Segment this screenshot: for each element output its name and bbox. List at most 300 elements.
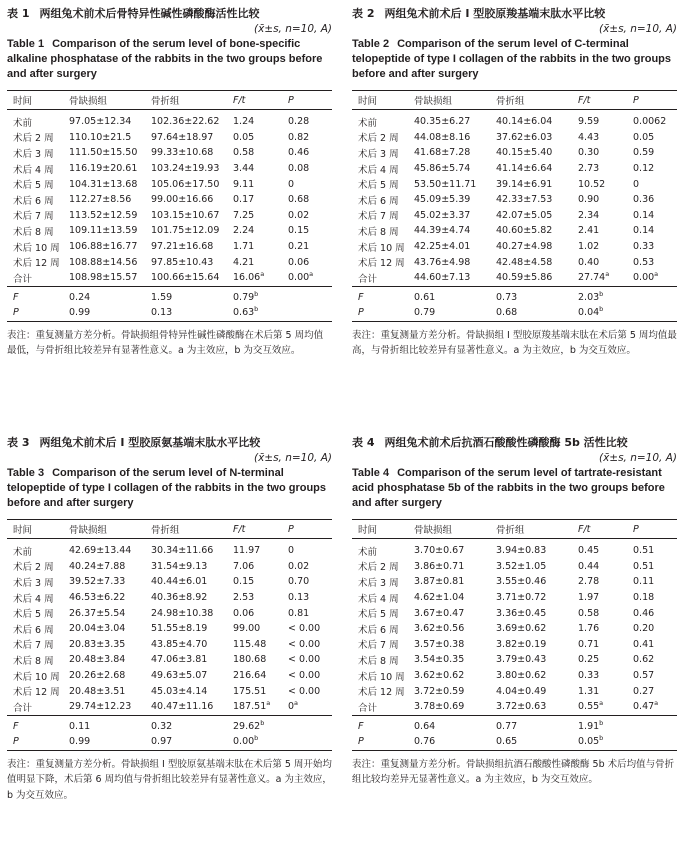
table-cell	[233, 605, 288, 621]
f-label: F	[13, 291, 19, 303]
table-cell	[578, 286, 633, 305]
table-cell	[496, 270, 578, 286]
table-row	[352, 130, 677, 146]
table-cell	[151, 254, 233, 270]
row-label: 术后 4 周	[13, 593, 54, 605]
cell-value: 1.24	[233, 116, 255, 128]
empty-cell	[288, 715, 332, 734]
table-cell	[288, 254, 332, 270]
cell-value: 40.14±6.04	[496, 116, 553, 128]
cell-value: 42.07±5.05	[496, 209, 553, 221]
row-label: 术后 3 周	[358, 577, 399, 589]
empty-cell	[633, 715, 677, 734]
table-cell	[151, 145, 233, 161]
cell-value: < 0.00	[288, 670, 321, 682]
table-cell	[496, 110, 578, 130]
table-cell	[69, 590, 151, 606]
cell-value: 37.62±6.03	[496, 131, 553, 143]
cell-value: 0.46	[633, 607, 655, 619]
cell-value: 2.53	[233, 592, 255, 604]
cell-value: 97.85±10.43	[151, 256, 214, 268]
cell-value: 20.48±3.51	[69, 685, 126, 697]
table-row	[7, 239, 332, 255]
stat-note: (x̄±s, n=10, A)	[253, 452, 332, 464]
table-cell	[578, 637, 633, 653]
cell-value: 40.27±4.98	[496, 241, 553, 253]
table-cell	[151, 590, 233, 606]
cell-value: 47.06±3.81	[151, 654, 208, 666]
cell-value: 102.36±22.62	[151, 116, 220, 128]
table-cell	[578, 539, 633, 559]
column-header: P	[633, 94, 639, 106]
empty-cell	[288, 305, 332, 321]
p-label: P	[13, 736, 19, 748]
cell-value: 44.08±8.16	[414, 131, 471, 143]
table-cell	[414, 176, 496, 192]
cell-value: 0.02	[288, 209, 310, 221]
row-label: 术后 3 周	[13, 577, 54, 589]
row-label: 术后 10 周	[13, 671, 60, 683]
cell-value: 0.15	[288, 225, 310, 237]
cell-value: 0.57	[633, 670, 655, 682]
cell-value: 2.78	[578, 576, 600, 588]
table-cell	[633, 637, 677, 653]
cell-value: 41.14±6.64	[496, 163, 553, 175]
table-cell	[69, 270, 151, 286]
table-4-panel	[352, 435, 677, 788]
table-note: 表注：重复测量方差分析。骨缺损组 I 型胶原羧基端末肽在术后第 5 周均值最高，与骨折组比较差异有显著性意义。a 为主效应，b 为交互效应。	[352, 329, 677, 357]
stat-note: (x̄±s, n=10, A)	[253, 23, 332, 35]
table-row	[7, 668, 332, 684]
table-cell	[496, 715, 578, 734]
table-cell	[633, 254, 677, 270]
row-label: 术后 7 周	[358, 640, 399, 652]
table-cell	[69, 574, 151, 590]
table-cell	[578, 574, 633, 590]
cell-value: 1.76	[578, 623, 600, 635]
table-cell	[414, 668, 496, 684]
cell-value: 27.74	[578, 272, 606, 284]
table-caption-en: Comparison of the serum level of bone-specific alkaline phosphatase of the rabbits in the two groups before and after surgery	[7, 38, 323, 80]
cell-value: < 0.00	[288, 685, 321, 697]
table-cell	[633, 223, 677, 239]
table-row	[352, 110, 677, 130]
table-cell	[414, 305, 496, 321]
cell-value: 187.51	[233, 701, 267, 713]
table-row	[352, 239, 677, 255]
table-cell	[69, 208, 151, 224]
superscript: b	[254, 305, 259, 314]
table-cell	[578, 239, 633, 255]
f-label: F	[358, 720, 364, 732]
table-cell	[288, 539, 332, 559]
cell-value: 0.58	[578, 607, 600, 619]
table-title-en	[7, 37, 332, 82]
p-label: P	[13, 307, 19, 319]
table-cell	[233, 239, 288, 255]
cell-value: 0.79	[233, 291, 255, 303]
row-label: 术后 6 周	[358, 624, 399, 636]
cell-value: 109.11±13.59	[69, 225, 138, 237]
table-cell	[633, 192, 677, 208]
table-row	[7, 223, 332, 239]
table-row	[7, 176, 332, 192]
cell-value: 2.73	[578, 163, 600, 175]
table-cell	[414, 715, 496, 734]
table-cell	[69, 715, 151, 734]
cell-value: 0.08	[288, 163, 310, 175]
cell-value: 1.59	[151, 291, 173, 303]
cell-value: 2.41	[578, 225, 600, 237]
row-label: 术前	[13, 117, 33, 129]
table-cell	[414, 559, 496, 575]
table-cell	[633, 176, 677, 192]
table-body	[7, 110, 332, 322]
table-2-panel	[352, 6, 677, 359]
superscript: a	[605, 270, 610, 279]
table-cell	[288, 130, 332, 146]
f-statistic-row	[7, 715, 332, 734]
cell-value: 7.06	[233, 560, 255, 572]
table-cell	[496, 559, 578, 575]
row-label: 术后 12 周	[358, 258, 405, 270]
empty-cell	[633, 305, 677, 321]
data-table	[352, 90, 677, 322]
table-cell	[496, 176, 578, 192]
row-label: 术后 8 周	[13, 226, 54, 238]
cell-value: 0.51	[633, 560, 655, 572]
table-cell	[496, 621, 578, 637]
cell-value: 0.82	[288, 131, 310, 143]
table-cell	[233, 574, 288, 590]
column-header: 骨缺损组	[414, 96, 453, 107]
cell-value: 0	[633, 178, 640, 190]
table-cell	[414, 637, 496, 653]
cell-value: 40.36±8.92	[151, 592, 208, 604]
cell-value: 3.94±0.83	[496, 545, 547, 557]
cell-value: 100.66±15.64	[151, 272, 220, 284]
table-cell	[288, 637, 332, 653]
data-table	[7, 519, 332, 751]
table-cell	[151, 715, 233, 734]
cell-value: 0.62	[633, 654, 655, 666]
cell-value: 3.36±0.45	[496, 607, 547, 619]
cell-value: 1.71	[233, 241, 255, 253]
table-cell	[633, 590, 677, 606]
cell-value: 0.36	[633, 194, 655, 206]
table-cell	[414, 683, 496, 699]
table-cell	[414, 539, 496, 559]
table-note: 表注：重复测量方差分析。骨缺损组骨特异性碱性磷酸酶在术后第 5 周均值最低，与骨折组比较差异有显著性意义。a 为主效应，b 为交互效应。	[7, 329, 324, 357]
cell-value: 45.09±5.39	[414, 194, 471, 206]
empty-cell	[288, 286, 332, 305]
cell-value: 3.57±0.38	[414, 638, 465, 650]
table-cell	[496, 539, 578, 559]
table-row	[7, 621, 332, 637]
table-number-cn: 表 4	[352, 436, 375, 449]
table-cell	[233, 559, 288, 575]
table-cell	[496, 161, 578, 177]
table-number-en: Table 1	[7, 38, 45, 50]
cell-value: 0.47	[633, 701, 655, 713]
cell-value: 4.43	[578, 131, 600, 143]
cell-value: 0.32	[151, 720, 173, 732]
table-cell	[151, 223, 233, 239]
table-cell	[151, 652, 233, 668]
table-cell	[69, 305, 151, 321]
cell-value: 112.27±8.56	[69, 194, 132, 206]
table-cell	[496, 223, 578, 239]
cell-value: 26.37±5.54	[69, 607, 126, 619]
cell-value: 4.04±0.49	[496, 685, 547, 697]
table-cell	[151, 110, 233, 130]
table-cell	[414, 605, 496, 621]
cell-value: 3.72±0.59	[414, 685, 465, 697]
cell-value: 20.83±3.35	[69, 638, 126, 650]
row-label: 术前	[13, 546, 33, 558]
column-header: 时间	[13, 525, 33, 536]
superscript: a	[266, 699, 271, 708]
table-cell	[633, 574, 677, 590]
cell-value: 0.04	[578, 307, 600, 319]
row-label: 术后 5 周	[358, 180, 399, 192]
cell-value: 0	[288, 701, 295, 713]
superscript: a	[654, 270, 659, 279]
cell-value: 40.15±5.40	[496, 147, 553, 159]
table-cell	[633, 208, 677, 224]
table-row	[7, 539, 332, 559]
table-cell	[233, 539, 288, 559]
table-cell	[69, 130, 151, 146]
cell-value: 29.74±12.23	[69, 701, 132, 713]
cell-value: 2.24	[233, 225, 255, 237]
row-label: 术前	[358, 546, 378, 558]
p-value-row	[7, 734, 332, 750]
cell-value: 7.25	[233, 209, 255, 221]
cell-value: 0.02	[288, 560, 310, 572]
table-cell	[151, 130, 233, 146]
table-cell	[233, 223, 288, 239]
cell-value: 3.54±0.35	[414, 654, 465, 666]
table-cell	[288, 161, 332, 177]
table-number-cn: 表 2	[352, 7, 375, 20]
table-cell	[496, 208, 578, 224]
cell-value: 0.46	[288, 147, 310, 159]
cell-value: 0.24	[69, 291, 91, 303]
row-label: 术后 5 周	[358, 609, 399, 621]
table-row	[352, 145, 677, 161]
table-caption-cn: 两组兔术前术后骨特异性碱性磷酸酶活性比较	[39, 7, 260, 20]
cell-value: 3.55±0.46	[496, 576, 547, 588]
cell-value: 3.86±0.71	[414, 560, 465, 572]
column-header: 骨折组	[496, 525, 525, 536]
row-label: 术后 6 周	[13, 195, 54, 207]
table-cell	[633, 239, 677, 255]
table-cell	[496, 239, 578, 255]
table-row	[7, 192, 332, 208]
table-cell	[578, 734, 633, 750]
cell-value: 0.13	[288, 592, 310, 604]
table-cell	[151, 699, 233, 715]
table-cell	[414, 652, 496, 668]
table-row	[352, 590, 677, 606]
cell-value: 3.67±0.47	[414, 607, 465, 619]
table-cell	[496, 130, 578, 146]
table-cell	[496, 145, 578, 161]
f-label: F	[13, 720, 19, 732]
row-label: 合计	[13, 702, 33, 714]
table-cell	[151, 305, 233, 321]
table-cell	[69, 699, 151, 715]
table-cell	[233, 270, 288, 286]
table-cell	[633, 270, 677, 286]
table-row	[7, 145, 332, 161]
cell-value: 43.76±4.98	[414, 256, 471, 268]
table-cell	[288, 145, 332, 161]
column-header: 骨折组	[151, 96, 180, 107]
cell-value: 0.41	[633, 638, 655, 650]
cell-value: 24.98±10.38	[151, 607, 214, 619]
table-row	[7, 699, 332, 715]
table-cell	[233, 699, 288, 715]
table-cell	[69, 145, 151, 161]
cell-value: 0.0062	[633, 116, 667, 128]
cell-value: 1.91	[578, 720, 600, 732]
cell-value: 0.33	[578, 670, 600, 682]
table-cell	[151, 208, 233, 224]
cell-value: 45.86±5.74	[414, 163, 471, 175]
cell-value: 1.31	[578, 685, 600, 697]
table-body	[7, 539, 332, 751]
table-cell	[496, 734, 578, 750]
cell-value: 0.99	[69, 736, 91, 748]
table-cell	[69, 668, 151, 684]
table-cell	[633, 145, 677, 161]
row-label: 术后 2 周	[13, 562, 54, 574]
cell-value: 97.64±18.97	[151, 131, 214, 143]
table-cell	[633, 605, 677, 621]
table-row	[7, 208, 332, 224]
cell-value: 0.77	[496, 720, 518, 732]
table-body	[352, 539, 677, 751]
table-title-cn	[352, 6, 677, 22]
cell-value: 0.71	[578, 638, 600, 650]
cell-value: 11.97	[233, 545, 261, 557]
column-header: 骨折组	[496, 96, 525, 107]
cell-value: 1.97	[578, 592, 600, 604]
table-cell	[578, 715, 633, 734]
table-row	[352, 668, 677, 684]
table-cell	[578, 590, 633, 606]
table-header	[7, 520, 332, 539]
cell-value: 49.63±5.07	[151, 670, 208, 682]
cell-value: 0.05	[578, 736, 600, 748]
table-cell	[578, 559, 633, 575]
cell-value: 41.68±7.28	[414, 147, 471, 159]
table-cell	[151, 539, 233, 559]
p-value-row	[352, 734, 677, 750]
table-cell	[69, 652, 151, 668]
cell-value: 44.60±7.13	[414, 272, 471, 284]
superscript: a	[654, 699, 659, 708]
table-cell	[233, 668, 288, 684]
cell-value: 0.06	[233, 607, 255, 619]
table-row	[352, 621, 677, 637]
row-label: 术后 2 周	[13, 133, 54, 145]
cell-value: 0.15	[233, 576, 255, 588]
table-cell	[578, 192, 633, 208]
table-cell	[233, 208, 288, 224]
table-cell	[578, 161, 633, 177]
table-cell	[414, 208, 496, 224]
table-row	[352, 559, 677, 575]
cell-value: 0.06	[288, 256, 310, 268]
table-cell	[288, 621, 332, 637]
header-row	[7, 520, 332, 539]
cell-value: 99.33±10.68	[151, 147, 214, 159]
table-cell	[288, 574, 332, 590]
table-number-en: Table 3	[7, 467, 45, 479]
table-title-en	[352, 466, 677, 511]
table-cell	[233, 637, 288, 653]
column-header: F/t	[233, 94, 246, 106]
table-cell	[633, 130, 677, 146]
table-cell	[633, 161, 677, 177]
cell-value: 108.88±14.56	[69, 256, 138, 268]
cell-value: 0.14	[633, 225, 655, 237]
cell-value: 108.98±15.57	[69, 272, 138, 284]
cell-value: 0.11	[69, 720, 91, 732]
cell-value: 105.06±17.50	[151, 178, 220, 190]
table-cell	[69, 637, 151, 653]
cell-value: 42.69±13.44	[69, 545, 132, 557]
f-statistic-row	[352, 715, 677, 734]
superscript: b	[260, 718, 265, 727]
cell-value: 0.51	[633, 545, 655, 557]
cell-value: 0.61	[414, 291, 436, 303]
column-header: F/t	[233, 523, 246, 535]
table-cell	[496, 574, 578, 590]
table-cell	[69, 254, 151, 270]
table-cell	[233, 683, 288, 699]
column-header: 时间	[13, 96, 33, 107]
row-label: 术后 10 周	[358, 242, 405, 254]
cell-value: 0.28	[288, 116, 310, 128]
row-label: 术后 6 周	[358, 195, 399, 207]
table-row	[7, 652, 332, 668]
table-cell	[288, 223, 332, 239]
table-cell	[151, 286, 233, 305]
table-cell	[288, 208, 332, 224]
cell-value: 104.31±13.68	[69, 178, 138, 190]
table-cell	[578, 699, 633, 715]
cell-value: < 0.00	[288, 638, 321, 650]
cell-value: 2.34	[578, 209, 600, 221]
cell-value: 53.50±11.71	[414, 178, 477, 190]
cell-value: 0.05	[233, 131, 255, 143]
table-cell	[233, 176, 288, 192]
row-label: 术后 7 周	[358, 211, 399, 223]
table-cell	[578, 145, 633, 161]
table-caption-en: Comparison of the serum level of tartrate-resistant acid phosphatase 5b of the rabbits in the two groups before and after surgery	[352, 467, 665, 509]
table-cell	[69, 605, 151, 621]
table-cell	[578, 270, 633, 286]
cell-value: 0.27	[633, 685, 655, 697]
column-header: P	[288, 523, 294, 535]
row-label: 术后 4 周	[358, 164, 399, 176]
table-row	[352, 539, 677, 559]
table-header	[352, 91, 677, 110]
